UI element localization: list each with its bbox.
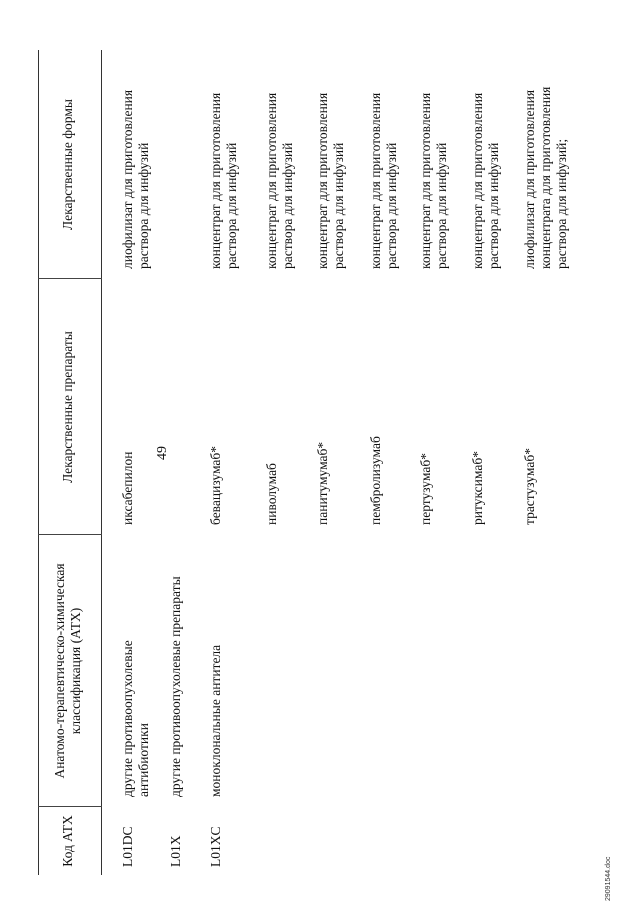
row-form: раствора для инфузий [136,142,151,269]
row-form: концентрат для приготовления [208,92,223,269]
row-code: L01XC [208,826,223,867]
row-form: раствора для инфузий [486,142,501,269]
header-bottom-border [101,50,102,875]
row-form: лиофилизат для приготовления [120,89,135,269]
row-form: раствора для инфузий [434,142,449,269]
row-drug: панитумумаб* [315,441,330,525]
row-form: раствора для инфузий [280,142,295,269]
row-form: раствора для инфузий [224,142,239,269]
page-number: 49 [155,446,170,460]
row-form: раствора для инфузий [384,142,399,269]
table-top-border [38,50,39,875]
header-code: Код АТХ [60,815,75,867]
row-code: L01DC [120,826,135,867]
header-atc-line1: Анатомо-терапевтическо-химическая [52,563,67,779]
row-form: раствора для инфузий [331,142,346,269]
header-drugs: Лекарственные препараты [60,331,75,483]
row-drug: ниволумаб [264,463,279,525]
row-drug: бевацизумаб* [208,445,223,525]
row-atc: моноклональные антитела [208,644,223,797]
row-drug: трастузумаб* [522,448,537,525]
row-drug: пембролизумаб [368,436,383,525]
row-form: концентрат для приготовления [418,92,433,269]
row-code: L01X [168,835,183,867]
header-forms: Лекарственные формы [60,99,75,230]
row-form: концентрат для приготовления [470,92,485,269]
row-form: лиофилизат для приготовления [522,89,537,269]
row-form: раствора для инфузий; [554,138,569,269]
row-form: концентрата для приготовления [538,86,553,269]
row-drug: ритуксимаб* [470,451,485,525]
row-atc: антибиотики [136,723,151,797]
row-atc: другие противоопухолевые [120,640,135,797]
footer-doc-code: 29091544.doc [605,856,612,901]
row-atc: другие противоопухолевые препараты [168,576,183,797]
row-form: концентрат для приготовления [368,92,383,269]
header-atc-line2: классификация (АТХ) [68,607,83,735]
row-drug: пертузумаб* [418,453,433,525]
row-form: концентрат для приготовления [264,92,279,269]
row-form: концентрат для приготовления [315,92,330,269]
row-drug: иксабепилон [120,451,135,525]
